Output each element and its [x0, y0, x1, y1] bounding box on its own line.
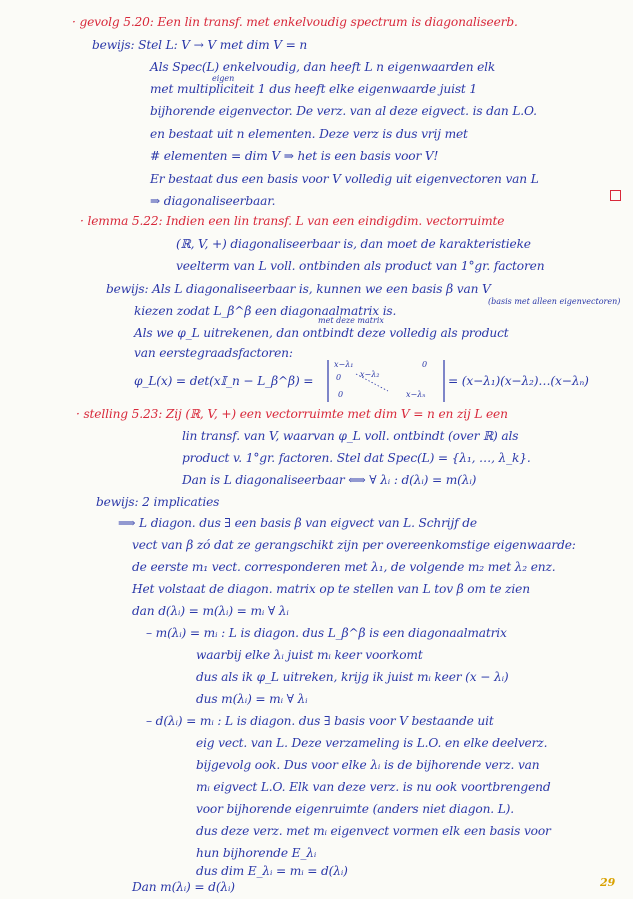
phi-formula-left: φ_L(x) = det(x𝕀_n − L_β^β) =: [134, 374, 314, 388]
case-m-line-1: – m(λᵢ) = mᵢ : L is diagon. dus L_β^β is een diagonaalmatrix: [146, 626, 507, 640]
stelling-line-3: product v. 1°gr. factoren. Stel dat Spec(L) = {λ₁, …, λ_k}.: [182, 451, 531, 465]
gevolg-5-20-title: · gevolg 5.20: Een lin transf. met enkelvoudig spectrum is diagonaliseerb.: [72, 15, 518, 29]
stelling-5-23-title: · stelling 5.23: Zij (ℝ, V, +) een vectorruimte met dim V = n en zij L een: [76, 407, 508, 421]
case-d-line-1: – d(λᵢ) = mᵢ : L is diagon. dus ∃ basis voor V bestaande uit: [146, 714, 494, 728]
matrix-cell-r1c3: 0: [422, 360, 428, 369]
proof-1-line-2: Als Spec(L) enkelvoudig, dan heeft L n eigenwaarden elk: [150, 60, 496, 74]
matrix-cell-r2c2: x−λ₂: [360, 370, 380, 379]
determinant-matrix: [326, 359, 446, 403]
proof-3-line-3: vect van β zó dat ze gerangschikt zijn per overeenkomstige eigenwaarde:: [132, 538, 576, 552]
proof-1-line-3: met multipliciteit 1 dus heeft elke eigenwaarde juist 1: [150, 82, 477, 96]
case-m-line-4: dus m(λᵢ) = mᵢ ∀ λᵢ: [196, 692, 308, 706]
proof-3-line-4: de eerste m₁ vect. corresponderen met λ₁, de volgende m₂ met λ₂ enz.: [132, 560, 556, 574]
lemma-5-22-title: · lemma 5.22: Indien een lin transf. L van een eindigdim. vectorruimte: [80, 214, 505, 228]
annotation-eigen: eigen: [212, 74, 235, 83]
case-m-line-3: dus als ik φ_L uitreken, krijg ik juist mᵢ keer (x − λᵢ): [196, 670, 509, 684]
proof-3-line-6: dan d(λᵢ) = m(λᵢ) = mᵢ ∀ λᵢ: [132, 604, 289, 618]
qed-square-icon: [610, 190, 621, 201]
case-d-line-2: eig vect. van L. Deze verzameling is L.O. en elke deelverz.: [196, 736, 548, 750]
case-d-line-3: bijgevolg ook. Dus voor elke λᵢ is de bijhorende verz. van: [196, 758, 540, 772]
proof-3-line-2: ⟹ L diagon. dus ∃ een basis β van eigvect van L. Schrijf de: [118, 516, 477, 530]
lemma-line-2: (ℝ, V, +) diagonaliseerbaar is, dan moet de karakteristieke: [176, 237, 531, 251]
matrix-cell-r3c1: 0: [338, 390, 344, 399]
bewijs-3-line: bewijs: 2 implicaties: [96, 495, 220, 509]
proof-1-line-7: Er bestaat dus een basis voor V volledig uit eigenvectoren van L: [150, 172, 539, 186]
case-d-line-8: dus dim E_λᵢ = mᵢ = d(λᵢ): [196, 864, 348, 878]
matrix-cell-r3c3: x−λₙ: [406, 390, 426, 399]
proof-1-line-8: ⇒ diagonaliseerbaar.: [150, 194, 276, 208]
phi-formula-right: = (x−λ₁)(x−λ₂)…(x−λₙ): [448, 374, 589, 388]
stelling-line-4: Dan is L diagonaliseerbaar ⟺ ∀ λᵢ : d(λᵢ) = m(λᵢ): [182, 473, 477, 487]
annotation-basis: (basis met alleen eigenvectoren): [488, 297, 621, 306]
proof-2-line-2: kiezen zodat L_β^β een diagonaalmatrix is.: [134, 304, 397, 318]
proof-3-line-5: Het volstaat de diagon. matrix op te stellen van L tov β om te zien: [132, 582, 530, 596]
case-d-line-4: mᵢ eigvect L.O. Elk van deze verz. is nu ook voortbrengend: [196, 780, 551, 794]
proof-1-line-5: en bestaat uit n elementen. Deze verz is dus vrij met: [150, 127, 468, 141]
annotation-met: met deze matrix: [318, 316, 384, 325]
bewijs-1-line: bewijs: Stel L: V → V met dim V = n: [92, 38, 308, 52]
page-number: 29: [600, 876, 616, 889]
conclusion-line: Dan m(λᵢ) = d(λᵢ): [132, 880, 235, 894]
matrix-cell-r2c1: 0: [336, 373, 342, 382]
case-d-line-7: hun bijhorende E_λᵢ: [196, 846, 317, 860]
stelling-line-2: lin transf. van V, waarvan φ_L voll. ontbindt (over ℝ) als: [182, 429, 519, 443]
matrix-cell-r1c1: x−λ₁: [334, 360, 354, 369]
case-m-line-2: waarbij elke λᵢ juist mᵢ keer voorkomt: [196, 648, 423, 662]
proof-1-line-6: # elementen = dim V ⇒ het is een basis voor V!: [150, 149, 439, 163]
proof-1-line-4: bijhorende eigenvector. De verz. van al deze eigvect. is dan L.O.: [150, 104, 537, 118]
lemma-line-3: veelterm van L voll. ontbinden als product van 1°gr. factoren: [176, 259, 545, 273]
case-d-line-6: dus deze verz. met mᵢ eigenvect vormen elk een basis voor: [196, 824, 551, 838]
proof-2-line-3: Als we φ_L uitrekenen, dan ontbindt deze volledig als product: [134, 326, 509, 340]
case-d-line-5: voor bijhorende eigenruimte (anders niet diagon. L).: [196, 802, 514, 816]
bewijs-2-line: bewijs: Als L diagonaliseerbaar is, kunnen we een basis β van V: [106, 282, 491, 296]
proof-2-line-4: van eerstegraadsfactoren:: [134, 346, 293, 360]
